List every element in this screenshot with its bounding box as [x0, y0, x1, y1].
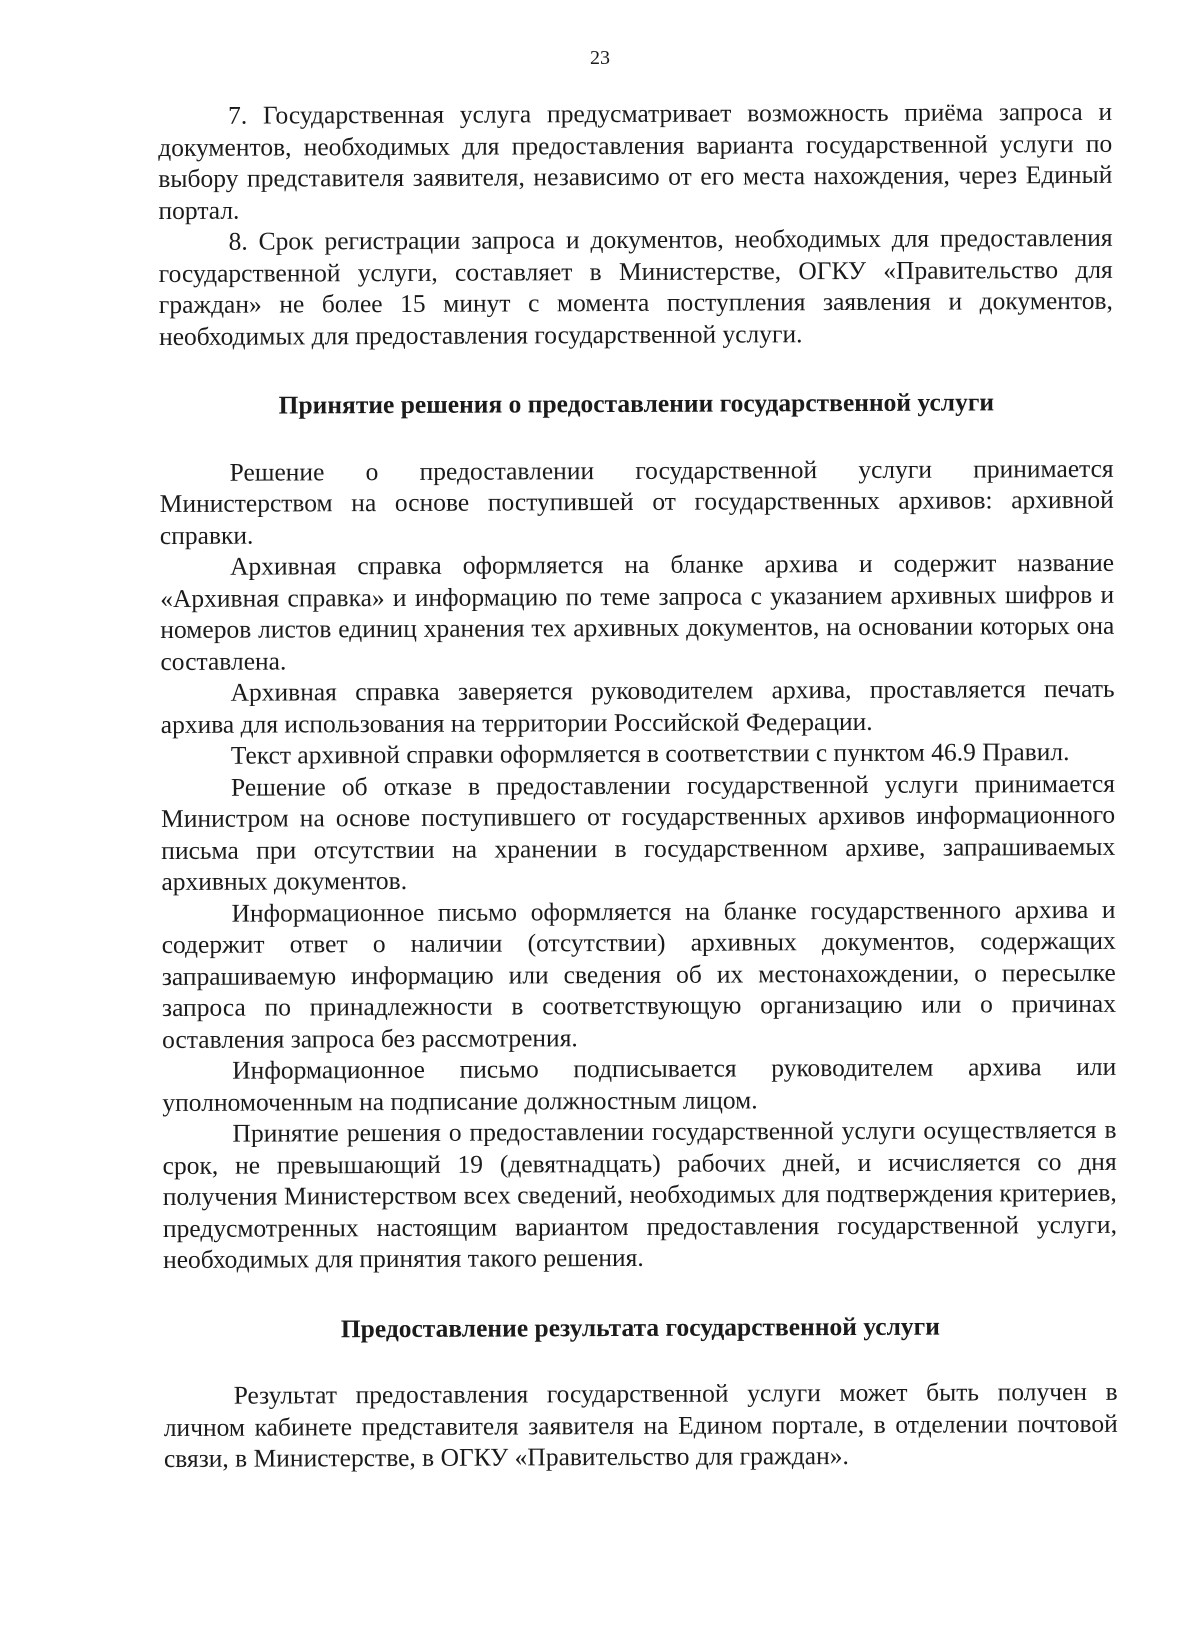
paragraph: Результат предоставления государственной услуги может быть получен в личном кабинете представителя заявителя на Едином портале, в отделении почтовой связи, в Министерстве, в ОГКУ «Правительство для граждан». [163, 1376, 1118, 1473]
paragraph: Решение об отказе в предоставлении государственной услуги принимается Министром на основе поступившего от государственных архивов информационного письма при отсутствии на хранении в государственном архиве, запрашиваемых архивных документов. [161, 768, 1116, 896]
section-heading-decision: Принятие решения о предоставлении государственной услуги [278, 387, 995, 420]
paragraph-item-8: 8. Срок регистрации запроса и документов, необходимых для предоставления государственной услуги, составляет в Министерстве, ОГКУ «Правительство для граждан» не более 15 минут с момента поступления заявления и документов, необходимых для предоставления государственной услуги. [158, 222, 1113, 351]
paragraph: Информационное письмо подписывается руководителем архива или уполномоченным на подписание должностным лицом. [162, 1051, 1117, 1117]
document-body [158, 96, 1118, 1475]
paragraph-item-7: 7. Государственная услуга предусматривает возможность приёма запроса и документов, необходимых для предоставления варианта государственной услуги по выбору представителя заявителя, независимо от его места нахождения, через Единый портал. [158, 96, 1113, 225]
paragraph: Решение о предоставлении государственной услуги принимается Министерством на основе поступившей от государственных архивов: архивной справки. [159, 453, 1114, 550]
paragraph: Текст архивной справки оформляется в соответствии с пунктом 46.9 Правил. [230, 737, 1070, 770]
section-heading-result: Предоставление результата государственной услуги [340, 1311, 940, 1343]
paragraph: Архивная справка заверяется руководителем архива, проставляется печать архива для использования на территории Российской Федерации. [160, 673, 1115, 739]
page-number: 23 [590, 47, 610, 69]
paragraph: Принятие решения о предоставлении государственной услуги осуществляется в срок, не превышающий 19 (девятнадцать) рабочих дней, и исчисляется со дня получения Министерством всех сведений, необходимых для подтверждения критериев, предусмотренных настоящим вариантом предоставления государственной услуги, необходимых для принятия такого решения. [162, 1114, 1117, 1274]
paragraph: Информационное письмо оформляется на бланке государственного архива и содержит ответ о наличии (отсутствии) архивных документов, содержащих запрашиваемую информацию или сведения об их местонахождении, о пересылке запроса по принадлежности в соответствующую организацию или о причинах оставления запроса без рассмотрения. [161, 894, 1117, 1054]
paragraph: Архивная справка оформляется на бланке архива и содержит название «Архивная справка» и информацию по теме запроса с указанием архивных шифров и номеров листов единиц хранения тех архивных документов, на основании которых она составлена. [160, 547, 1115, 676]
